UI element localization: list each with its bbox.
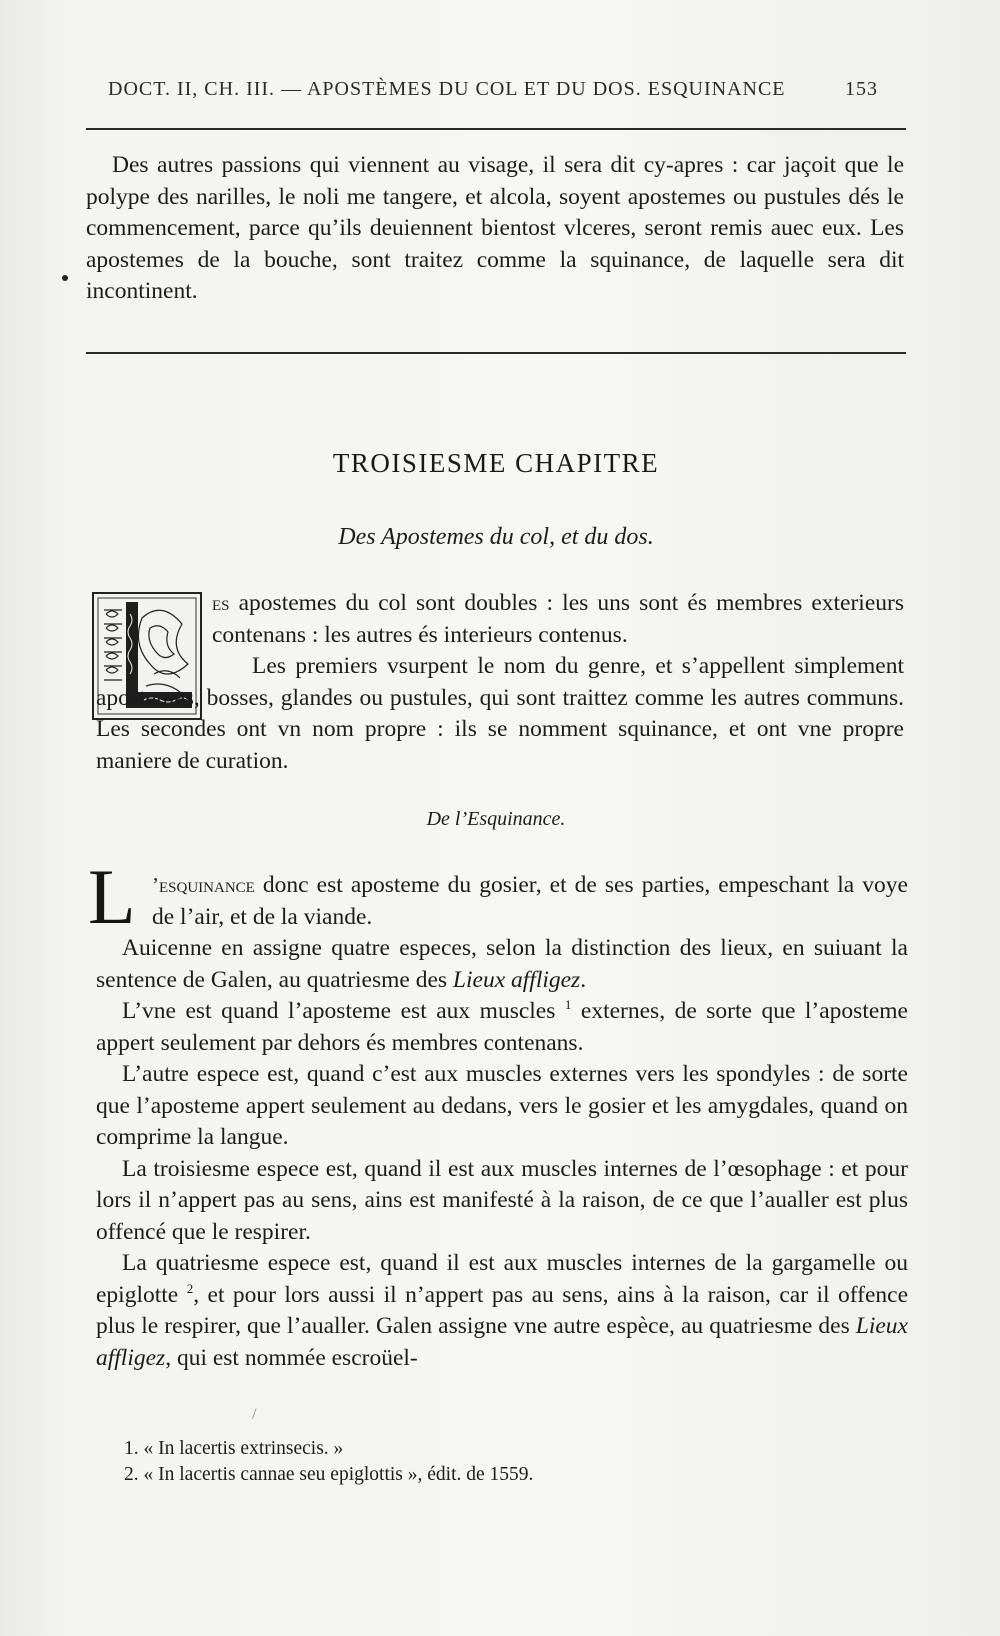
text-run: externes, de sorte que l’aposteme appert seulement par dehors és membres contenans. bbox=[96, 998, 908, 1056]
section-one-first-paragraph bbox=[96, 588, 904, 651]
header-rule bbox=[86, 128, 906, 130]
paragraph-first-species bbox=[96, 996, 908, 1059]
paragraph-third-species: La troisiesme espece est, quand il est aux muscles internes de l’œsophage : et pour lors il n’appert pas au sens, ains est manifesté à la raison, de ce que l’aualler est plus offencé que le respirer. bbox=[96, 1155, 908, 1245]
italic-title: Lieux affligez bbox=[452, 966, 581, 993]
chapter-subtitle: Des Apostemes du col, et du dos. bbox=[338, 524, 654, 550]
text-run: , et pour lors aussi il n’appert pas au sens, ains à la raison, car il offence plus le respirer, que l’aualler. Galen assigne vne autre espèce, au quatriesme des bbox=[96, 1281, 908, 1339]
lead-smallcaps-esquinance: ’esquinance bbox=[152, 873, 255, 897]
lead-smallcaps: es bbox=[212, 591, 230, 615]
section-one-first-text: apostemes du col sont doubles : les uns sont és membres exterieurs contenans : les autres és interieurs contenus. bbox=[212, 590, 904, 648]
page-number: 153 bbox=[845, 78, 878, 100]
paragraph-second-species: L’autre espece est, quand c’est aux muscles externes vers les spondyles : de sorte que l’aposteme appert seulement au dedans, vers le gosier et les amygdales, quand on comprime la langue. bbox=[96, 1061, 908, 1150]
section-one bbox=[96, 588, 904, 777]
footnote-2: 2. « In lacertis cannae seu epiglottis », édit. de 1559. bbox=[124, 1464, 534, 1485]
intro-text: Des autres passions qui viennent au visage, il sera dit cy-apres : car jaçoit que le polype des narilles, le noli me tangere, et alcola, soyent apostemes ou pustules dés le commencement, parce qu’ils deuiennent bientost vlceres, seront remis auec eux. Les apostemes de la bouche, sont traitez comme la squinance, de laquelle sera dit incontinent. bbox=[86, 152, 904, 304]
section-one-second-text: Les premiers vsurpent le nom du genre, et s’appellent simplement apostemes, bosses, glandes ou pustules, qui sont traittez comme les autres communs. Les secondes ont vn nom propre : ils se nomment squinance, et ont vne propre maniere de curation. bbox=[96, 653, 904, 774]
text-run: L’vne est quand l’aposteme est aux muscles bbox=[122, 998, 565, 1024]
footnote-1: 1. « In lacertis extrinsecis. » bbox=[124, 1438, 344, 1459]
intro-paragraph bbox=[86, 150, 904, 308]
footnote-ref-1[interactable]: 1 bbox=[564, 997, 572, 1013]
initial-letter: L bbox=[88, 853, 136, 940]
paragraph-fourth-species bbox=[96, 1248, 908, 1374]
section-heading: De l’Esquinance. bbox=[426, 808, 566, 830]
text-run: La quatriesme espece est, quand il est aux muscles internes de la gargamelle ou epiglotte bbox=[96, 1250, 908, 1308]
paragraph-auicenne bbox=[96, 933, 908, 996]
footnotes bbox=[124, 1436, 884, 1488]
chapter-rule bbox=[86, 352, 906, 354]
running-head-title: DOCT. II, CH. III. — APOSTÈMES DU COL ET DU DOS. ESQUINANCE bbox=[108, 78, 786, 100]
section-one-second-paragraph bbox=[96, 651, 904, 777]
text-run: Auicenne en assigne quatre especes, selon la distinction des lieux, en suiuant la sentence de Galen, au quatriesme des bbox=[96, 935, 908, 993]
stray-mark: / bbox=[252, 1406, 257, 1423]
running-head bbox=[108, 78, 878, 101]
text-run: , qui est nommée escroüel- bbox=[165, 1344, 418, 1371]
section-two-first-paragraph bbox=[96, 870, 908, 933]
chapter-title: TROISIESME CHAPITRE bbox=[332, 448, 660, 478]
italic-title: Lieux affligez bbox=[96, 1313, 908, 1371]
section-two bbox=[96, 870, 908, 1374]
margin-dot bbox=[62, 275, 68, 281]
footnote-ref-2[interactable]: 2 bbox=[186, 1280, 194, 1296]
text-run: . bbox=[580, 966, 587, 993]
section-two-first-text: donc est aposteme du gosier, et de ses parties, empeschant la voye de l’air, et de la viande. bbox=[152, 872, 908, 930]
